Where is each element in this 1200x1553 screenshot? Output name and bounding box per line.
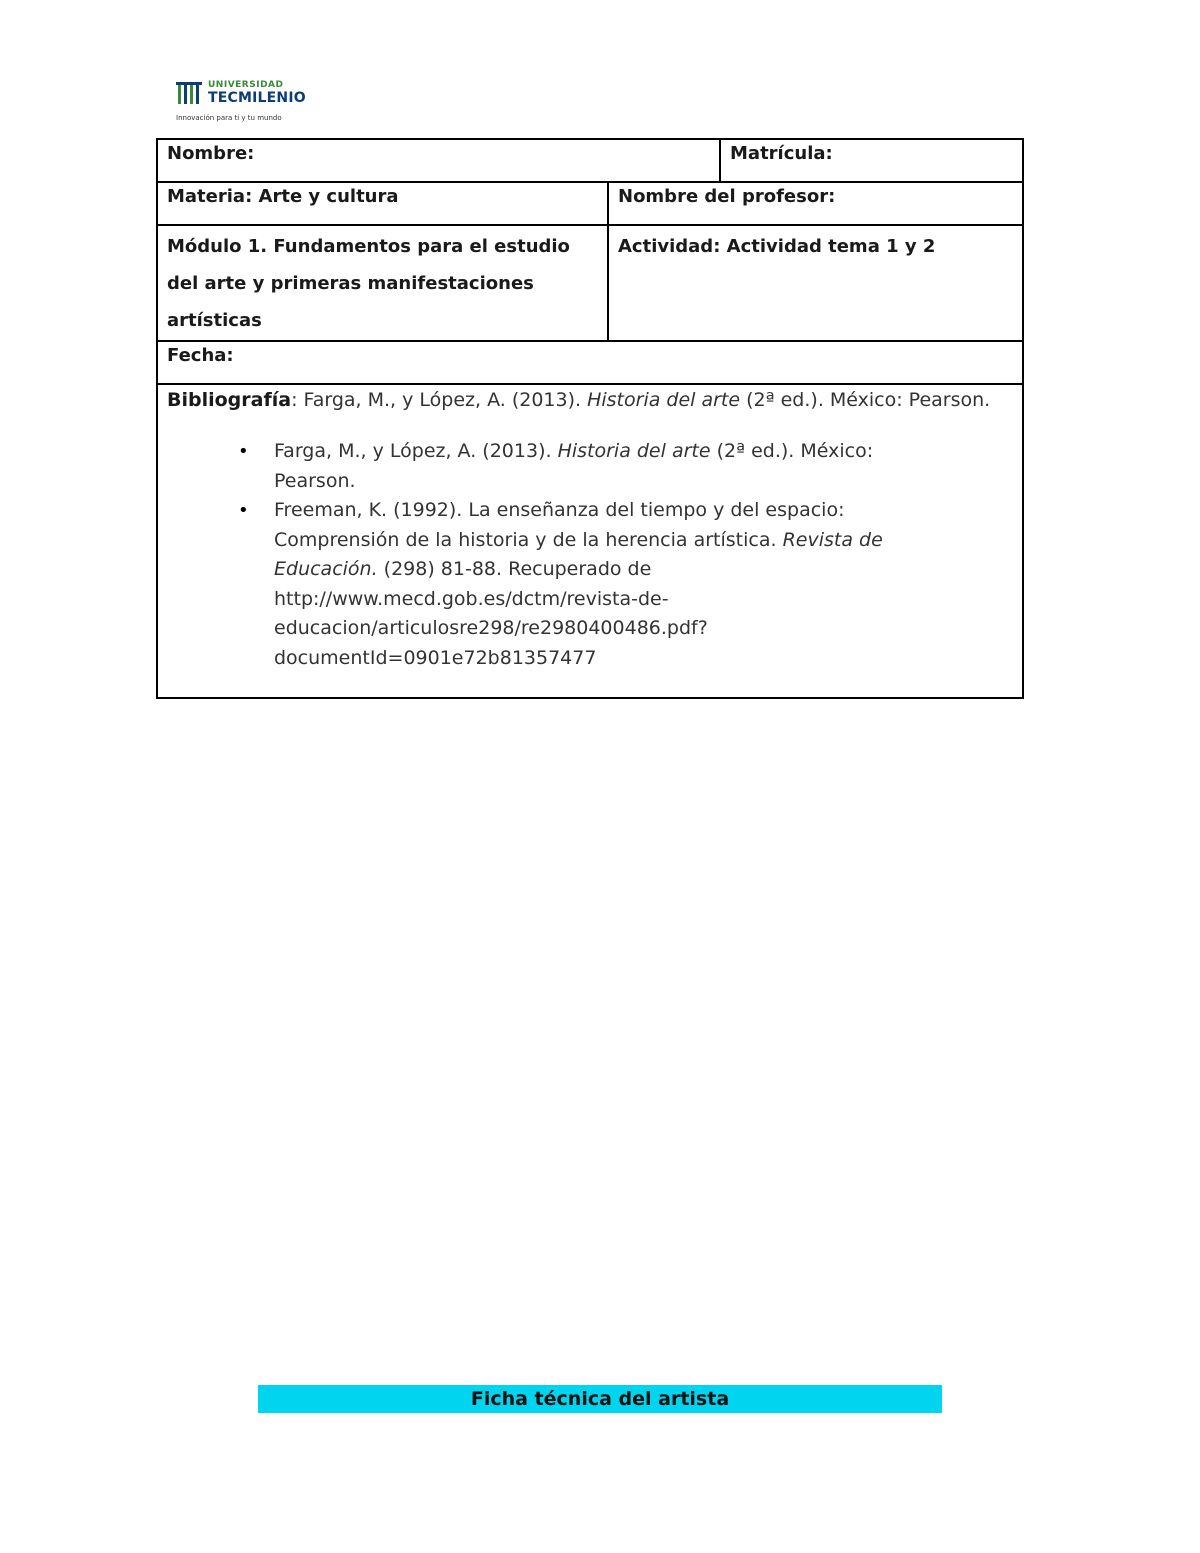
ficha-tecnica-banner bbox=[258, 1385, 942, 1413]
materia-cell bbox=[157, 182, 608, 225]
materia-label: Materia: Arte y cultura bbox=[167, 186, 399, 207]
bibliography-intro bbox=[167, 387, 1013, 413]
reference-title: Revista de Educación. bbox=[274, 528, 883, 580]
reference-pre: Freeman, K. (1992). La enseñanza del tiempo y del espacio: Comprensión de la historia y de la herencia artística. bbox=[274, 499, 845, 551]
tecmilenio-logo-icon bbox=[176, 80, 206, 108]
list-item bbox=[238, 437, 1013, 496]
bibliography-list bbox=[167, 437, 1013, 673]
nombre-cell bbox=[157, 139, 720, 182]
nombre-label: Nombre: bbox=[167, 143, 255, 164]
bibliography-intro-pre: Farga, M., y López, A. (2013). bbox=[303, 389, 588, 411]
list-item bbox=[238, 496, 1013, 673]
matricula-cell bbox=[720, 139, 1023, 182]
bullet-icon: • bbox=[238, 441, 249, 462]
matricula-label: Matrícula: bbox=[730, 143, 833, 164]
actividad-cell bbox=[608, 225, 1023, 341]
modulo-label: Módulo 1. Fundamentos para el estudio del arte y primeras manifestaciones artísticas bbox=[167, 236, 570, 331]
reference-pre: Farga, M., y López, A. (2013). bbox=[274, 440, 558, 462]
modulo-cell bbox=[157, 225, 608, 341]
university-logo bbox=[176, 78, 316, 126]
bibliography-intro-post: (2ª ed.). México: Pearson. bbox=[740, 389, 991, 411]
bibliography-label: Bibliografía bbox=[167, 389, 292, 411]
logo-name-text: TECMILENIO bbox=[208, 90, 306, 106]
reference-post: (298) 81-88. Recuperado de http://www.mecd.gob.es/dctm/revista-de-educacion/articulosre298/re2980400486.pdf?documentId=0901e72b81357477 bbox=[274, 558, 708, 669]
bibliography-cell bbox=[157, 384, 1023, 698]
reference-post: (2ª ed.). México: Pearson. bbox=[274, 440, 874, 492]
actividad-label: Actividad: Actividad tema 1 y 2 bbox=[618, 236, 936, 257]
bullet-icon: • bbox=[238, 500, 249, 521]
profesor-label: Nombre del profesor: bbox=[618, 186, 836, 207]
reference-title: Historia del arte bbox=[557, 440, 711, 462]
fecha-cell bbox=[157, 341, 1023, 384]
bibliography-intro-title: Historia del arte bbox=[587, 389, 741, 411]
bibliography-intro-sep: : bbox=[291, 389, 304, 411]
logo-tagline: Innovación para ti y tu mundo bbox=[176, 114, 282, 122]
banner-title: Ficha técnica del artista bbox=[470, 1388, 730, 1410]
fecha-label: Fecha: bbox=[167, 345, 234, 366]
logo-university-text: UNIVERSIDAD bbox=[208, 80, 284, 90]
profesor-cell bbox=[608, 182, 1023, 225]
header-info-table bbox=[156, 138, 1024, 699]
